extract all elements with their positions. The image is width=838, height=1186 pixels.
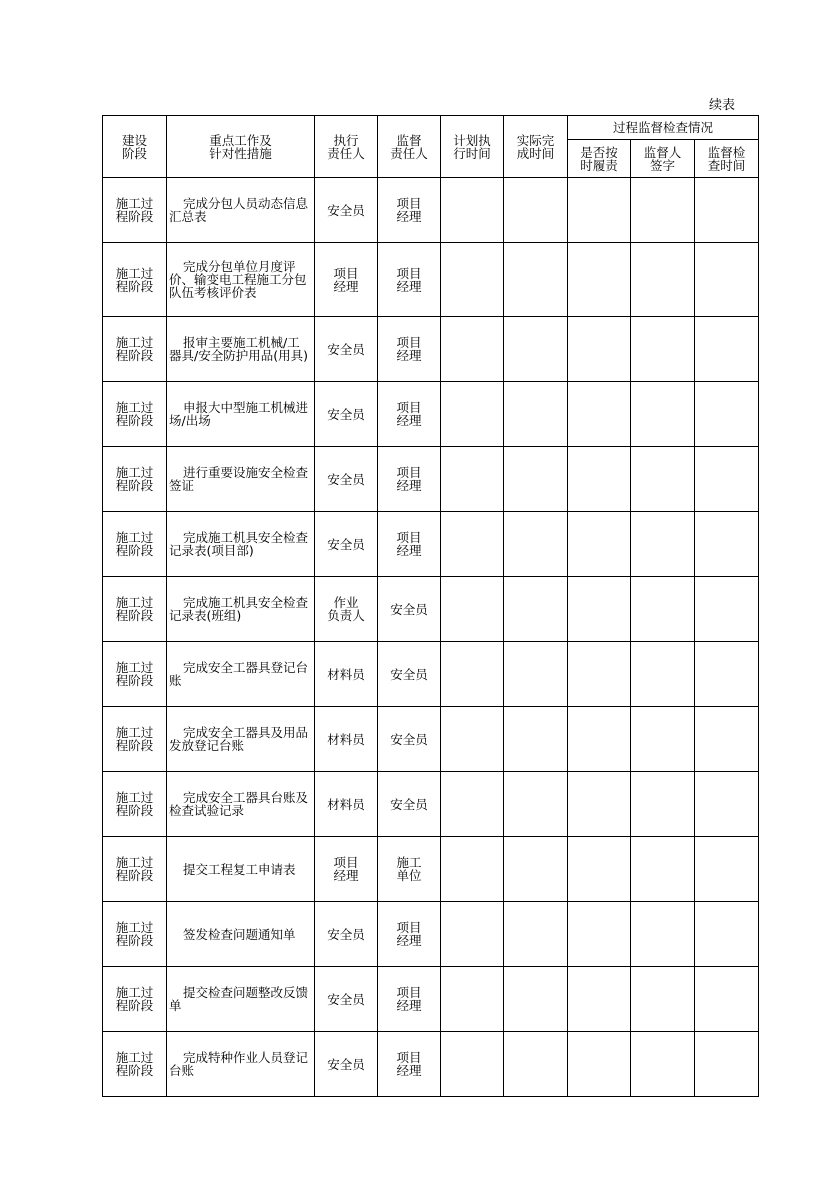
planned-time-cell bbox=[441, 1032, 504, 1097]
table-row bbox=[103, 178, 759, 243]
on-time-cell bbox=[568, 642, 631, 707]
actual-time-cell bbox=[504, 1032, 568, 1097]
stage-cell: 施工过 程阶段 bbox=[103, 707, 167, 772]
task-text: 完成安全工器具台账及检查试验记录 bbox=[169, 790, 309, 818]
actual-time-cell bbox=[504, 707, 568, 772]
table-body bbox=[103, 178, 759, 1097]
stage-cell: 施工过 程阶段 bbox=[103, 317, 167, 382]
task-text: 提交工程复工申请表 bbox=[183, 861, 296, 877]
table-row bbox=[103, 642, 759, 707]
actual-time-cell bbox=[504, 447, 568, 512]
inspection-time-cell bbox=[695, 642, 759, 707]
inspection-time-cell bbox=[695, 447, 759, 512]
executor-cell: 安全员 bbox=[315, 382, 378, 447]
on-time-cell bbox=[568, 772, 631, 837]
supervisor-cell: 安全员 bbox=[378, 577, 441, 642]
executor-cell: 项目 经理 bbox=[315, 243, 378, 317]
actual-time-cell bbox=[504, 837, 568, 902]
executor-cell: 安全员 bbox=[315, 317, 378, 382]
table-row bbox=[103, 707, 759, 772]
stage-cell: 施工过 程阶段 bbox=[103, 243, 167, 317]
executor-cell: 材料员 bbox=[315, 772, 378, 837]
on-time-cell bbox=[568, 512, 631, 577]
planned-time-cell bbox=[441, 902, 504, 967]
supervisor-sign-cell bbox=[631, 902, 695, 967]
planned-time-cell bbox=[441, 317, 504, 382]
supervisor-sign-cell bbox=[631, 317, 695, 382]
header-stage: 建设 阶段 bbox=[103, 116, 167, 178]
inspection-time-cell bbox=[695, 317, 759, 382]
supervisor-sign-cell bbox=[631, 1032, 695, 1097]
header-inspection-time: 监督检 查时间 bbox=[695, 140, 759, 178]
task-text: 完成安全工器具及用品发放登记台账 bbox=[169, 725, 309, 753]
supervision-table bbox=[102, 115, 759, 1097]
table-row bbox=[103, 317, 759, 382]
task-cell bbox=[167, 317, 315, 382]
supervisor-cell: 安全员 bbox=[378, 707, 441, 772]
on-time-cell bbox=[568, 577, 631, 642]
on-time-cell bbox=[568, 837, 631, 902]
executor-cell: 安全员 bbox=[315, 1032, 378, 1097]
stage-cell: 施工过 程阶段 bbox=[103, 967, 167, 1032]
executor-cell: 安全员 bbox=[315, 967, 378, 1032]
stage-cell: 施工过 程阶段 bbox=[103, 447, 167, 512]
table-row bbox=[103, 837, 759, 902]
supervisor-cell: 项目 经理 bbox=[378, 447, 441, 512]
executor-cell: 安全员 bbox=[315, 178, 378, 243]
task-cell bbox=[167, 837, 315, 902]
actual-time-cell bbox=[504, 902, 568, 967]
supervisor-sign-cell bbox=[631, 512, 695, 577]
on-time-cell bbox=[568, 447, 631, 512]
supervisor-sign-cell bbox=[631, 642, 695, 707]
stage-cell: 施工过 程阶段 bbox=[103, 1032, 167, 1097]
task-cell bbox=[167, 447, 315, 512]
supervisor-cell: 施工 单位 bbox=[378, 837, 441, 902]
inspection-time-cell bbox=[695, 382, 759, 447]
supervisor-cell: 项目 经理 bbox=[378, 512, 441, 577]
on-time-cell bbox=[568, 1032, 631, 1097]
task-cell bbox=[167, 178, 315, 243]
supervisor-cell: 项目 经理 bbox=[378, 902, 441, 967]
header-inspection-group: 过程监督检查情况 bbox=[568, 116, 759, 140]
task-cell bbox=[167, 902, 315, 967]
inspection-time-cell bbox=[695, 512, 759, 577]
supervisor-cell: 项目 经理 bbox=[378, 382, 441, 447]
header-supervisor-sign: 监督人 签字 bbox=[631, 140, 695, 178]
table-row bbox=[103, 902, 759, 967]
stage-cell: 施工过 程阶段 bbox=[103, 178, 167, 243]
actual-time-cell bbox=[504, 772, 568, 837]
task-text: 签发检查问题通知单 bbox=[183, 926, 296, 942]
stage-cell: 施工过 程阶段 bbox=[103, 837, 167, 902]
inspection-time-cell bbox=[695, 772, 759, 837]
executor-cell: 材料员 bbox=[315, 642, 378, 707]
actual-time-cell bbox=[504, 577, 568, 642]
supervisor-sign-cell bbox=[631, 577, 695, 642]
supervisor-cell: 项目 经理 bbox=[378, 317, 441, 382]
task-text: 完成施工机具安全检查记录表(项目部) bbox=[169, 530, 309, 558]
task-cell bbox=[167, 512, 315, 577]
on-time-cell bbox=[568, 902, 631, 967]
actual-time-cell bbox=[504, 243, 568, 317]
planned-time-cell bbox=[441, 837, 504, 902]
planned-time-cell bbox=[441, 642, 504, 707]
table-row bbox=[103, 967, 759, 1032]
on-time-cell bbox=[568, 382, 631, 447]
task-text: 申报大中型施工机械进场/出场 bbox=[169, 400, 309, 428]
actual-time-cell bbox=[504, 512, 568, 577]
executor-cell: 项目 经理 bbox=[315, 837, 378, 902]
table-row bbox=[103, 772, 759, 837]
actual-time-cell bbox=[504, 967, 568, 1032]
planned-time-cell bbox=[441, 243, 504, 317]
planned-time-cell bbox=[441, 707, 504, 772]
supervisor-sign-cell bbox=[631, 967, 695, 1032]
supervisor-cell: 项目 经理 bbox=[378, 1032, 441, 1097]
planned-time-cell bbox=[441, 967, 504, 1032]
task-text: 完成分包人员动态信息汇总表 bbox=[169, 196, 309, 224]
task-cell bbox=[167, 382, 315, 447]
inspection-time-cell bbox=[695, 707, 759, 772]
supervisor-cell: 安全员 bbox=[378, 642, 441, 707]
executor-cell: 材料员 bbox=[315, 707, 378, 772]
supervisor-sign-cell bbox=[631, 243, 695, 317]
task-text: 完成安全工器具登记台账 bbox=[169, 660, 309, 688]
executor-cell: 安全员 bbox=[315, 512, 378, 577]
on-time-cell bbox=[568, 707, 631, 772]
on-time-cell bbox=[568, 967, 631, 1032]
task-text: 进行重要设施安全检查签证 bbox=[169, 465, 309, 493]
supervisor-cell: 项目 经理 bbox=[378, 967, 441, 1032]
executor-cell: 安全员 bbox=[315, 447, 378, 512]
table-row bbox=[103, 512, 759, 577]
task-text: 完成施工机具安全检查记录表(班组) bbox=[169, 595, 309, 623]
task-text: 报审主要施工机械/工器具/安全防护用品(用具) bbox=[169, 335, 308, 363]
supervisor-cell: 项目 经理 bbox=[378, 178, 441, 243]
task-text: 完成特种作业人员登记台账 bbox=[169, 1050, 309, 1078]
table-row bbox=[103, 382, 759, 447]
task-cell bbox=[167, 772, 315, 837]
executor-cell: 作业 负责人 bbox=[315, 577, 378, 642]
table-row bbox=[103, 447, 759, 512]
table-row bbox=[103, 1032, 759, 1097]
task-cell bbox=[167, 1032, 315, 1097]
inspection-time-cell bbox=[695, 902, 759, 967]
inspection-time-cell bbox=[695, 178, 759, 243]
supervisor-sign-cell bbox=[631, 178, 695, 243]
planned-time-cell bbox=[441, 772, 504, 837]
supervisor-cell: 安全员 bbox=[378, 772, 441, 837]
task-cell bbox=[167, 707, 315, 772]
on-time-cell bbox=[568, 178, 631, 243]
continued-caption: 续表 bbox=[709, 98, 736, 113]
executor-cell: 安全员 bbox=[315, 902, 378, 967]
task-text: 提交检查问题整改反馈单 bbox=[169, 985, 309, 1013]
supervisor-cell: 项目 经理 bbox=[378, 243, 441, 317]
inspection-time-cell bbox=[695, 577, 759, 642]
header-task: 重点工作及 针对性措施 bbox=[167, 116, 315, 178]
planned-time-cell bbox=[441, 178, 504, 243]
on-time-cell bbox=[568, 243, 631, 317]
actual-time-cell bbox=[504, 317, 568, 382]
table-row bbox=[103, 577, 759, 642]
table-row bbox=[103, 243, 759, 317]
task-cell bbox=[167, 642, 315, 707]
stage-cell: 施工过 程阶段 bbox=[103, 382, 167, 447]
stage-cell: 施工过 程阶段 bbox=[103, 772, 167, 837]
header-supervisor: 监督 责任人 bbox=[378, 116, 441, 178]
stage-cell: 施工过 程阶段 bbox=[103, 902, 167, 967]
header-executor: 执行 责任人 bbox=[315, 116, 378, 178]
inspection-time-cell bbox=[695, 967, 759, 1032]
inspection-time-cell bbox=[695, 243, 759, 317]
planned-time-cell bbox=[441, 577, 504, 642]
supervisor-sign-cell bbox=[631, 382, 695, 447]
header-actual-time: 实际完 成时间 bbox=[504, 116, 568, 178]
stage-cell: 施工过 程阶段 bbox=[103, 512, 167, 577]
task-text: 完成分包单位月度评价、输变电工程施工分包队伍考核评价表 bbox=[169, 259, 307, 300]
planned-time-cell bbox=[441, 512, 504, 577]
planned-time-cell bbox=[441, 447, 504, 512]
stage-cell: 施工过 程阶段 bbox=[103, 577, 167, 642]
supervisor-sign-cell bbox=[631, 707, 695, 772]
inspection-time-cell bbox=[695, 1032, 759, 1097]
on-time-cell bbox=[568, 317, 631, 382]
planned-time-cell bbox=[441, 382, 504, 447]
supervisor-sign-cell bbox=[631, 837, 695, 902]
task-cell bbox=[167, 577, 315, 642]
task-cell bbox=[167, 967, 315, 1032]
task-cell bbox=[167, 243, 315, 317]
actual-time-cell bbox=[504, 642, 568, 707]
actual-time-cell bbox=[504, 178, 568, 243]
supervisor-sign-cell bbox=[631, 447, 695, 512]
actual-time-cell bbox=[504, 382, 568, 447]
inspection-time-cell bbox=[695, 837, 759, 902]
supervisor-sign-cell bbox=[631, 772, 695, 837]
stage-cell: 施工过 程阶段 bbox=[103, 642, 167, 707]
header-on-time: 是否按 时履责 bbox=[568, 140, 631, 178]
header-planned-time: 计划执 行时间 bbox=[441, 116, 504, 178]
